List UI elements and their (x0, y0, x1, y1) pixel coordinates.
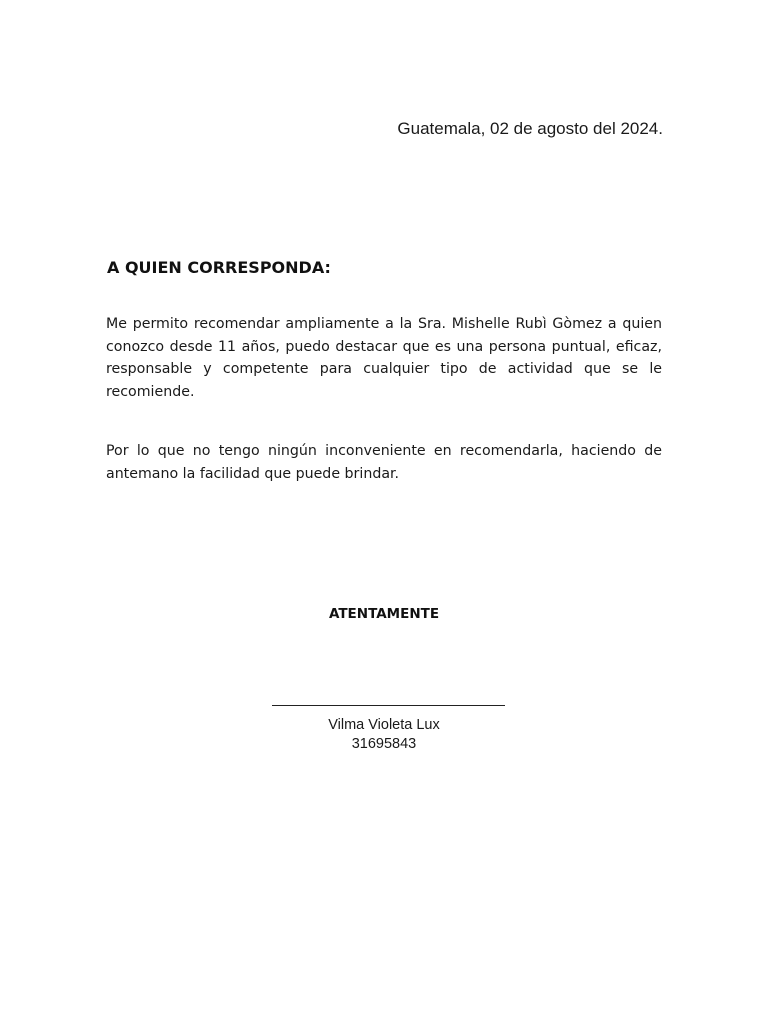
signature-line (272, 705, 505, 706)
salutation-heading: A QUIEN CORRESPONDA: (107, 258, 331, 277)
body-paragraph-recommendation: Me permito recomendar ampliamente a la Sra. Mishelle Rubì Gòmez a quien conozco desde 11 años, puedo destacar que es una persona puntual, eficaz, responsable y competente para cualquier tipo de actividad que se le recomiende. (106, 316, 662, 400)
body-paragraph-conclusion: Por lo que no tengo ningún inconveniente en recomendarla, haciendo de antemano la facilidad que puede brindar. (106, 443, 662, 482)
closing-text: ATENTAMENTE (328, 606, 440, 622)
date-line: Guatemala, 02 de agosto del 2024. (397, 119, 663, 138)
signer-name: Vilma Violeta Lux (328, 717, 440, 733)
signer-id-number: 31695843 (351, 736, 417, 752)
